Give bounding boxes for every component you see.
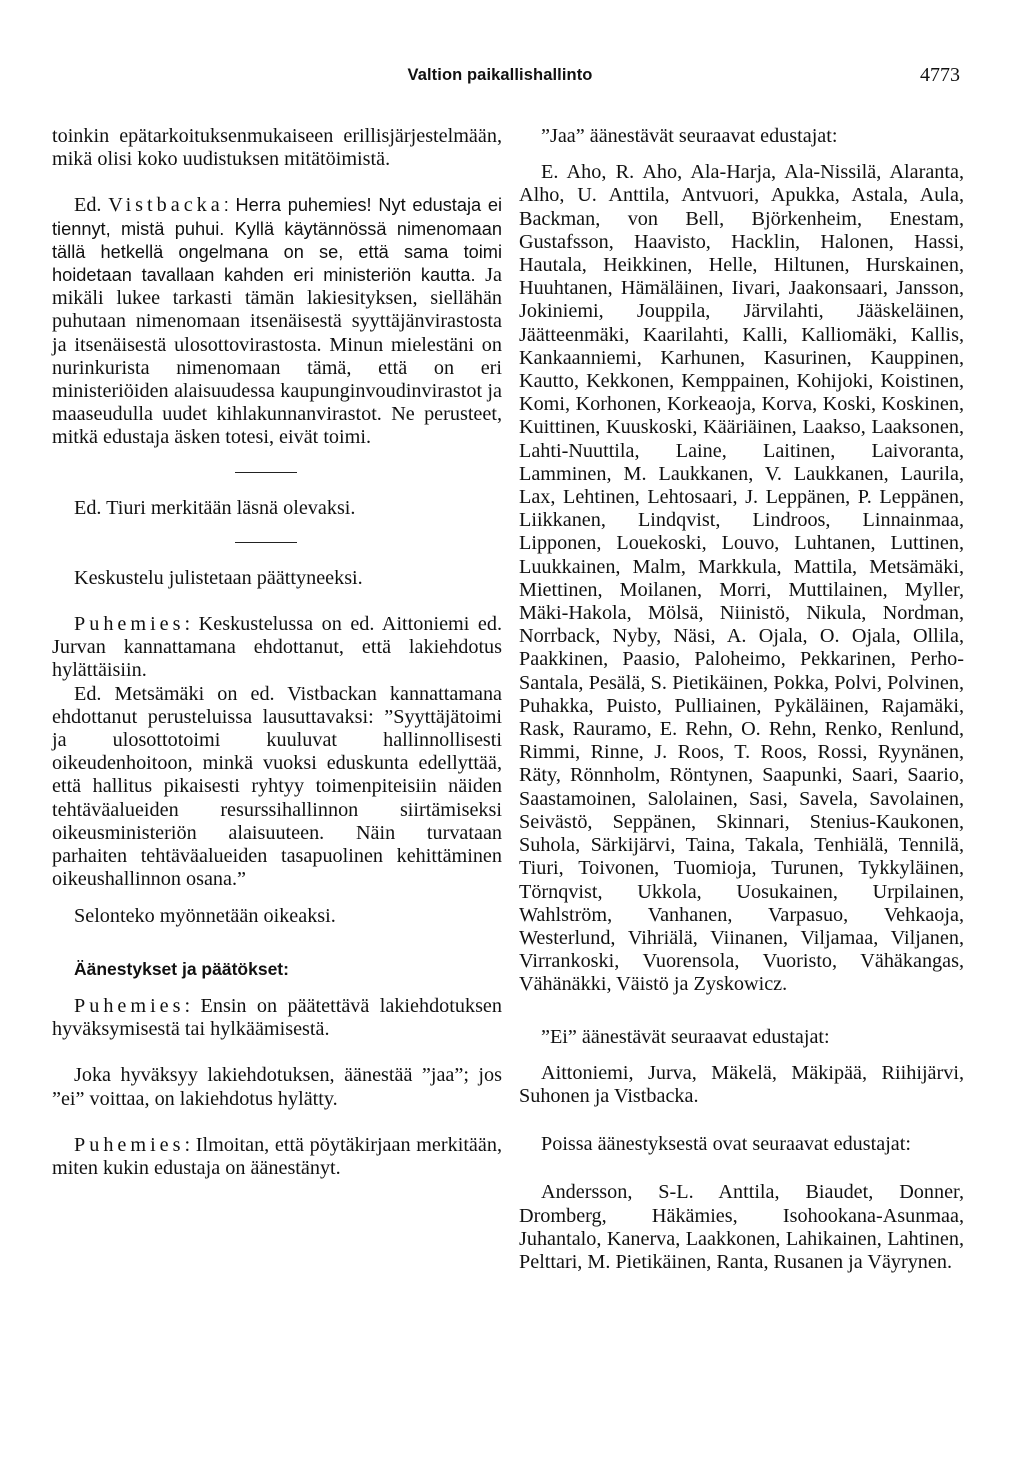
paragraph-proposal: Ed. Metsämäki on ed. Vistbackan kannattamana ehdottanut perusteluissa lausuttavaksi: ”Syyttäjätoimi ja ulosottotoimi kuuluvat hallinnollisesti oikeudenhoitoon, minkä vuoksi eduskunta edellyttää, että hallitus pikaisesti ryhtyy toimenpiteisiin näiden tehtäväalueiden resurssihallinnon siirtämiseksi oikeusministeriön alaisuuteen. Näin turvataan parhaiten tehtäväalueiden tasapuolinen kehittäminen oikeushallinnon osana.” [52,682,502,891]
left-column [52,125,502,1180]
page-number: 4773 [920,64,960,86]
jaa-voter-list: E. Aho, R. Aho, Ala-Harja, Ala-Nissilä, Alaranta, Alho, U. Anttila, Antvuori, Apukka, Astala, Aula, Backman, von Bell, Björkenheim, Enestam, Gustafsson, Haavisto, Hacklin, Halonen, Hassi, Hautala, Heikkinen, Helle, Hiltunen, Hurskainen, Huuhtanen, Hämäläinen, Iivari, Jaakonsaari, Jansson, Jokiniemi, Jouppila, Järvilahti, Jääskeläinen, Jäätteenmäki, Kaarilahti, Kalli, Kalliomäki, Kallis, Kankaanniemi, Karhunen, Kasurinen, Kauppinen, Kautto, Kekkonen, Kemppainen, Kohijoki, Koistinen, Komi, Korhonen, Korkeaoja, Korva, Koski, Koskinen, Kuittinen, Kuuskoski, Kääriäinen, Laakso, Laaksonen, Lahti-Nuuttila, Laine, Laitinen, Laivoranta, Lamminen, M. Laukkanen, V. Laukkanen, Laurila, Lax, Lehtinen, Lehtosaari, J. Leppänen, P. Leppänen, Liikkanen, Lindqvist, Lindroos, Linnainmaa, Lipponen, Louekoski, Louvo, Luhtanen, Luttinen, Luukkainen, Malm, Markkula, Mattila, Metsämäki, Miettinen, Moilanen, Morri, Muttilainen, Myller, Mäki-Hakola, Mölsä, Niinistö, Nikula, Nordman, Norrback, Nyby, Näsi, A. Ojala, O. Ojala, Ollila, Paakkinen, Paasio, Paloheimo, Pekkarinen, Perho-Santala, Pesälä, S. Pietikäinen, Pokka, Polvi, Polvinen, Puhakka, Puisto, Pulliainen, Pykäläinen, Rajamäki, Rask, Rauramo, E. Rehn, O. Rehn, Renko, Renlund, Rimmi, Rinne, J. Roos, T. Roos, Rossi, Ryynänen, Räty, Rönnholm, Röntynen, Saapunki, Saari, Saario, Saastamoinen, Salolainen, Sasi, Savela, Savolainen, Seivästö, Seppänen, Skinnari, Stenius-Kaukonen, Suhola, Särkijärvi, Taina, Takala, Tenhiälä, Tennilä, Tiuri, Toivonen, Tuomioja, Turunen, Tykkyläinen, Törnqvist, Ukkola, Uosukainen, Urpilainen, Wahlström, Vanhanen, Varpasuo, Vehkaoja, Westerlund, Vihriälä, Viinanen, Viljamaa, Viljanen, Virrankoski, Vuorensola, Vuoristo, Vähäkangas, Vähänäkki, Väistö ja Zyskowicz. [519,161,964,996]
absent-heading: Poissa äänestyksestä ovat seuraavat edustajat: [541,1133,911,1156]
speaker-name: Vistbacka [108,194,224,217]
right-column [519,125,964,1274]
paragraph-attendance: Ed. Tiuri merkitään läsnä olevaksi. [74,496,356,519]
paragraph-vistbacka [52,194,502,449]
speech-text: : Ensin on päätettävä lakiehdotuksen hyväksymisestä tai hylkäämisestä. [52,994,502,1041]
paragraph-continuation: toinkin epätarkoituksenmukaiseen erillisjärjestelmään, mikä olisi koko uudistuksen mitätöimistä. [52,125,502,171]
section-heading: Äänestykset ja päätökset: [74,958,289,979]
speech-text: : Ilmoitan, että pöytäkirjaan merkitään, miten kukin edustaja on äänestänyt. [52,1133,502,1179]
speaker-prefix: Ed. [74,194,102,217]
paragraph-speaker-summary [52,613,502,683]
jaa-heading: ”Jaa” äänestävät seuraavat edustajat: [541,125,838,147]
speech-text-continued: Ja mikäli lukee tarkasti tämän lakiesityksen, siellähän puhutaan nimenomaan itsenäisestä syyttäjänvirastosta ja itsenäisestä ulosottovirastosta. Minun mielestäni on nurinkurista nimenomaan tämä, että on eri ministeriöiden alaisuudessa kaupunginvoudinvirastot ja maaseudulla uudet kihlakunnanvirastot. Ne perusteet, mitkä edustaja äsken totesi, eivät toimi. [52,264,502,449]
speaker-name: Puhemies [74,1133,185,1156]
paragraph-voting-rule: Joka hyväksyy lakiehdotuksen, äänestää ”jaa”; jos ”ei” voittaa, on lakiehdotus hylätty. [52,1064,502,1110]
paragraph-voting-record [52,1134,502,1180]
separator-rule [235,542,297,543]
ei-heading: ”Ei” äänestävät seuraavat edustajat: [541,1025,830,1048]
paragraph-voting-intro [52,995,502,1041]
ei-voter-list: Aittoniemi, Jurva, Mäkelä, Mäkipää, Riihijärvi, Suhonen ja Vistbacka. [519,1061,964,1107]
speaker-name: Puhemies [74,613,185,636]
speech-text: : Keskustelussa on ed. Aittoniemi ed. Jurvan kannattamana ehdottanut, että lakiehdotus hylättäisiin. [52,613,502,682]
paragraph-report-approved: Selonteko myönnetään oikeaksi. [74,905,336,928]
speech-text: : Herra puhemies! Nyt edustaja ei tiennyt, mistä puhui. Kyllä käytännössä nimenomaan tällä hetkellä ongelmana on se, että sama toimi hoidetaan tavallaan kahden eri ministeriön kautta. [52,195,502,286]
running-title: Valtion paikallishallinto [407,66,593,84]
paragraph-discussion-closed: Keskustelu julistetaan päättyneeksi. [74,566,363,589]
speaker-name: Puhemies [74,994,185,1017]
separator-rule [235,472,297,473]
absent-list: Andersson, S-L. Anttila, Biaudet, Donner, Dromberg, Häkämies, Isohookana-Asunmaa, Juhantalo, Kanerva, Laakkonen, Lahikainen, Lahtinen, Pelttari, M. Pietikäinen, Ranta, Rusanen ja Väyrynen. [519,1181,964,1273]
